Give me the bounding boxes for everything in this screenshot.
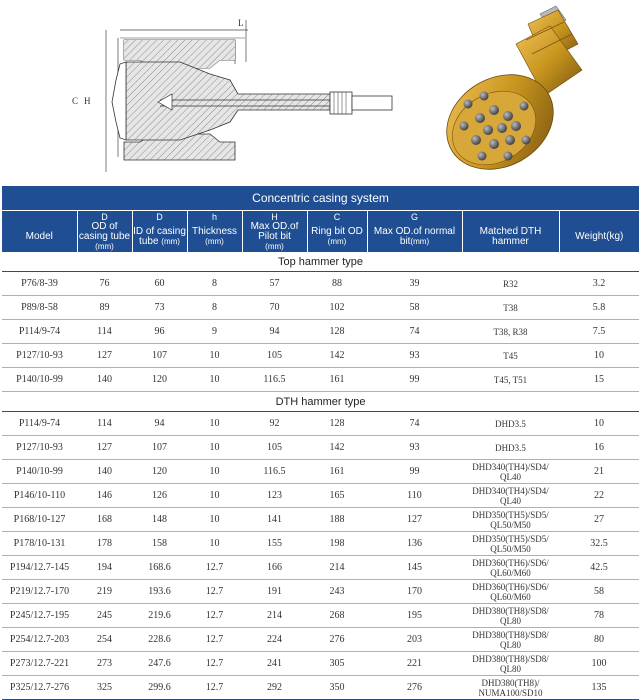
header-thickness: Thickness (mm) xyxy=(187,222,242,252)
cell-id: 158 xyxy=(132,532,187,556)
cell-id: 299.6 xyxy=(132,676,187,700)
cell-hammer: DHD360(TH6)/SD6/ QL60/M60 xyxy=(462,556,559,580)
table-row xyxy=(2,344,639,368)
cell-od: 127 xyxy=(77,436,132,460)
cell-weight: 100 xyxy=(559,652,639,676)
letter-cell: G xyxy=(367,211,462,223)
cell-pilot-bit: 166 xyxy=(242,556,307,580)
cell-thickness: 10 xyxy=(187,436,242,460)
cell-pilot-bit: 123 xyxy=(242,484,307,508)
spec-table xyxy=(2,186,640,700)
cell-hammer: DHD3.5 xyxy=(462,412,559,436)
cell-pilot-bit: 57 xyxy=(242,272,307,296)
cell-ring-bit: 128 xyxy=(307,320,367,344)
letter-cell: C xyxy=(307,211,367,223)
cell-od: 168 xyxy=(77,508,132,532)
cell-weight: 21 xyxy=(559,460,639,484)
cell-normal-bit: 58 xyxy=(367,296,462,320)
cell-ring-bit: 350 xyxy=(307,676,367,700)
cell-normal-bit: 93 xyxy=(367,344,462,368)
header-model: Model xyxy=(2,222,77,252)
cell-weight: 42.5 xyxy=(559,556,639,580)
cell-ring-bit: 188 xyxy=(307,508,367,532)
letter-cell xyxy=(2,211,77,223)
cell-id: 107 xyxy=(132,436,187,460)
cell-hammer: R32 xyxy=(462,272,559,296)
cell-thickness: 10 xyxy=(187,368,242,392)
cell-od: 254 xyxy=(77,628,132,652)
cell-model: P178/10-131 xyxy=(2,532,77,556)
table-row xyxy=(2,272,639,296)
cell-weight: 7.5 xyxy=(559,320,639,344)
cell-ring-bit: 214 xyxy=(307,556,367,580)
header-weight: Weight(kg) xyxy=(575,231,624,242)
cell-weight: 3.2 xyxy=(559,272,639,296)
cell-id: 60 xyxy=(132,272,187,296)
dim-label-c: C xyxy=(72,96,79,106)
cell-normal-bit: 110 xyxy=(367,484,462,508)
cell-thickness: 12.7 xyxy=(187,628,242,652)
letter-cell: D xyxy=(132,211,187,223)
cell-ring-bit: 88 xyxy=(307,272,367,296)
cell-hammer: T38, R38 xyxy=(462,320,559,344)
cell-pilot-bit: 105 xyxy=(242,344,307,368)
table-row xyxy=(2,436,639,460)
table-row xyxy=(2,460,639,484)
table-row xyxy=(2,296,639,320)
cell-normal-bit: 74 xyxy=(367,412,462,436)
cell-id: 120 xyxy=(132,460,187,484)
cell-od: 273 xyxy=(77,652,132,676)
cell-normal-bit: 221 xyxy=(367,652,462,676)
cell-id: 148 xyxy=(132,508,187,532)
cell-od: 76 xyxy=(77,272,132,296)
cell-od: 114 xyxy=(77,412,132,436)
letter-cell xyxy=(462,211,559,223)
section-header-row xyxy=(2,392,639,412)
cell-od: 140 xyxy=(77,368,132,392)
cell-normal-bit: 127 xyxy=(367,508,462,532)
cell-hammer: DHD380(TH8)/SD8/ QL80 xyxy=(462,604,559,628)
cell-id: 94 xyxy=(132,412,187,436)
cell-thickness: 10 xyxy=(187,508,242,532)
cell-model: P89/8-58 xyxy=(2,296,77,320)
cell-hammer: DHD340(TH4)/SD4/ QL40 xyxy=(462,460,559,484)
cell-model: P127/10-93 xyxy=(2,436,77,460)
cell-ring-bit: 305 xyxy=(307,652,367,676)
cell-model: P114/9-74 xyxy=(2,320,77,344)
dimension-letter-row xyxy=(2,211,639,223)
cell-ring-bit: 276 xyxy=(307,628,367,652)
letter-cell xyxy=(559,211,639,223)
cell-pilot-bit: 116.5 xyxy=(242,460,307,484)
section-header-row xyxy=(2,252,639,272)
cell-hammer: DHD380(TH8)/ NUMA100/SD10 xyxy=(462,676,559,700)
cell-normal-bit: 203 xyxy=(367,628,462,652)
cell-ring-bit: 142 xyxy=(307,344,367,368)
cell-thickness: 8 xyxy=(187,272,242,296)
cell-id: 96 xyxy=(132,320,187,344)
table-row xyxy=(2,628,639,652)
cell-pilot-bit: 70 xyxy=(242,296,307,320)
cell-ring-bit: 165 xyxy=(307,484,367,508)
cell-hammer: T45 xyxy=(462,344,559,368)
letter-cell: H xyxy=(242,211,307,223)
cell-weight: 10 xyxy=(559,412,639,436)
cell-id: 247.6 xyxy=(132,652,187,676)
cell-od: 178 xyxy=(77,532,132,556)
cell-thickness: 10 xyxy=(187,532,242,556)
cell-id: 120 xyxy=(132,368,187,392)
cell-od: 140 xyxy=(77,460,132,484)
cell-model: P254/12.7-203 xyxy=(2,628,77,652)
dim-label-h: H xyxy=(84,96,91,106)
cell-pilot-bit: 94 xyxy=(242,320,307,344)
cell-od: 325 xyxy=(77,676,132,700)
cell-model: P219/12.7-170 xyxy=(2,580,77,604)
cell-model: P140/10-99 xyxy=(2,460,77,484)
cell-model: P273/12.7-221 xyxy=(2,652,77,676)
cell-ring-bit: 161 xyxy=(307,460,367,484)
table-row xyxy=(2,320,639,344)
table-row xyxy=(2,368,639,392)
table-row xyxy=(2,508,639,532)
cell-thickness: 10 xyxy=(187,412,242,436)
header-normal-bit: Max OD.of normal bit(mm) xyxy=(367,222,462,252)
cell-hammer: T45, T51 xyxy=(462,368,559,392)
cell-normal-bit: 99 xyxy=(367,460,462,484)
cell-model: P146/10-110 xyxy=(2,484,77,508)
cell-model: P245/12.7-195 xyxy=(2,604,77,628)
cell-hammer: T38 xyxy=(462,296,559,320)
cell-ring-bit: 142 xyxy=(307,436,367,460)
cell-thickness: 12.7 xyxy=(187,652,242,676)
cell-ring-bit: 243 xyxy=(307,580,367,604)
cell-hammer: DHD380(TH8)/SD8/ QL80 xyxy=(462,628,559,652)
dim-label-l: L xyxy=(238,18,244,28)
table-row xyxy=(2,412,639,436)
cell-thickness: 12.7 xyxy=(187,556,242,580)
section-title: DTH hammer type xyxy=(2,392,639,412)
cell-pilot-bit: 92 xyxy=(242,412,307,436)
cell-weight: 5.8 xyxy=(559,296,639,320)
cell-ring-bit: 268 xyxy=(307,604,367,628)
cell-weight: 58 xyxy=(559,580,639,604)
cell-thickness: 12.7 xyxy=(187,676,242,700)
cell-ring-bit: 128 xyxy=(307,412,367,436)
header-od-casing: OD of casing tube (mm) xyxy=(78,222,131,251)
cell-pilot-bit: 224 xyxy=(242,628,307,652)
cell-od: 89 xyxy=(77,296,132,320)
cell-od: 146 xyxy=(77,484,132,508)
cell-pilot-bit: 241 xyxy=(242,652,307,676)
cell-thickness: 12.7 xyxy=(187,604,242,628)
cell-id: 73 xyxy=(132,296,187,320)
cell-hammer: DHD380(TH8)/SD8/ QL80 xyxy=(462,652,559,676)
table-row xyxy=(2,676,639,700)
cell-model: P168/10-127 xyxy=(2,508,77,532)
cell-od: 245 xyxy=(77,604,132,628)
header-hammer: Matched DTH hammer xyxy=(462,222,559,252)
cell-thickness: 8 xyxy=(187,296,242,320)
table-row xyxy=(2,556,639,580)
table-row xyxy=(2,652,639,676)
cell-od: 194 xyxy=(77,556,132,580)
cross-section-drawing xyxy=(60,2,400,182)
cell-pilot-bit: 292 xyxy=(242,676,307,700)
cell-id: 219.6 xyxy=(132,604,187,628)
header-ring-bit: Ring bit OD (mm) xyxy=(307,222,367,252)
cell-id: 228.6 xyxy=(132,628,187,652)
cell-weight: 15 xyxy=(559,368,639,392)
table-row xyxy=(2,484,639,508)
cell-model: P140/10-99 xyxy=(2,368,77,392)
cell-id: 126 xyxy=(132,484,187,508)
cell-weight: 27 xyxy=(559,508,639,532)
cell-hammer: DHD340(TH4)/SD4/ QL40 xyxy=(462,484,559,508)
cell-model: P114/9-74 xyxy=(2,412,77,436)
cell-hammer: DHD350(TH5)/SD5/ QL50/M50 xyxy=(462,532,559,556)
cell-id: 168.6 xyxy=(132,556,187,580)
cell-pilot-bit: 141 xyxy=(242,508,307,532)
cell-thickness: 9 xyxy=(187,320,242,344)
cell-normal-bit: 93 xyxy=(367,436,462,460)
cell-normal-bit: 39 xyxy=(367,272,462,296)
column-header-row xyxy=(2,222,639,252)
cell-normal-bit: 195 xyxy=(367,604,462,628)
cell-weight: 22 xyxy=(559,484,639,508)
cell-normal-bit: 170 xyxy=(367,580,462,604)
cell-pilot-bit: 105 xyxy=(242,436,307,460)
cell-ring-bit: 161 xyxy=(307,368,367,392)
header-id-casing: ID of casing tube (mm) xyxy=(132,222,187,252)
letter-cell: D xyxy=(77,211,132,223)
table-row xyxy=(2,580,639,604)
cell-model: P194/12.7-145 xyxy=(2,556,77,580)
cell-pilot-bit: 116.5 xyxy=(242,368,307,392)
cell-pilot-bit: 191 xyxy=(242,580,307,604)
header-pilot-bit: Max OD.of Pilot bit (mm) xyxy=(242,222,307,252)
cell-weight: 32.5 xyxy=(559,532,639,556)
cell-normal-bit: 136 xyxy=(367,532,462,556)
cell-od: 114 xyxy=(77,320,132,344)
cell-model: P127/10-93 xyxy=(2,344,77,368)
cell-weight: 10 xyxy=(559,344,639,368)
cell-model: P325/12.7-276 xyxy=(2,676,77,700)
letter-cell: h xyxy=(187,211,242,223)
cell-normal-bit: 74 xyxy=(367,320,462,344)
cell-od: 219 xyxy=(77,580,132,604)
cell-od: 127 xyxy=(77,344,132,368)
cell-pilot-bit: 214 xyxy=(242,604,307,628)
cell-ring-bit: 102 xyxy=(307,296,367,320)
cell-id: 107 xyxy=(132,344,187,368)
cell-model: P76/8-39 xyxy=(2,272,77,296)
cell-normal-bit: 145 xyxy=(367,556,462,580)
cell-weight: 80 xyxy=(559,628,639,652)
table-body xyxy=(2,252,639,700)
cell-pilot-bit: 155 xyxy=(242,532,307,556)
cell-hammer: DHD350(TH5)/SD5/ QL50/M50 xyxy=(462,508,559,532)
cell-hammer: DHD3.5 xyxy=(462,436,559,460)
cell-weight: 135 xyxy=(559,676,639,700)
cell-id: 193.6 xyxy=(132,580,187,604)
drill-bit-photo xyxy=(432,0,632,180)
cell-weight: 78 xyxy=(559,604,639,628)
cell-thickness: 10 xyxy=(187,344,242,368)
cell-ring-bit: 198 xyxy=(307,532,367,556)
cell-thickness: 10 xyxy=(187,460,242,484)
table-row xyxy=(2,532,639,556)
cell-normal-bit: 276 xyxy=(367,676,462,700)
cell-thickness: 12.7 xyxy=(187,580,242,604)
section-title: Top hammer type xyxy=(2,252,639,272)
cell-normal-bit: 99 xyxy=(367,368,462,392)
cell-hammer: DHD360(TH6)/SD6/ QL60/M60 xyxy=(462,580,559,604)
product-figure xyxy=(0,0,641,185)
cell-weight: 16 xyxy=(559,436,639,460)
table-title: Concentric casing system xyxy=(2,186,639,211)
cell-thickness: 10 xyxy=(187,484,242,508)
table-row xyxy=(2,604,639,628)
